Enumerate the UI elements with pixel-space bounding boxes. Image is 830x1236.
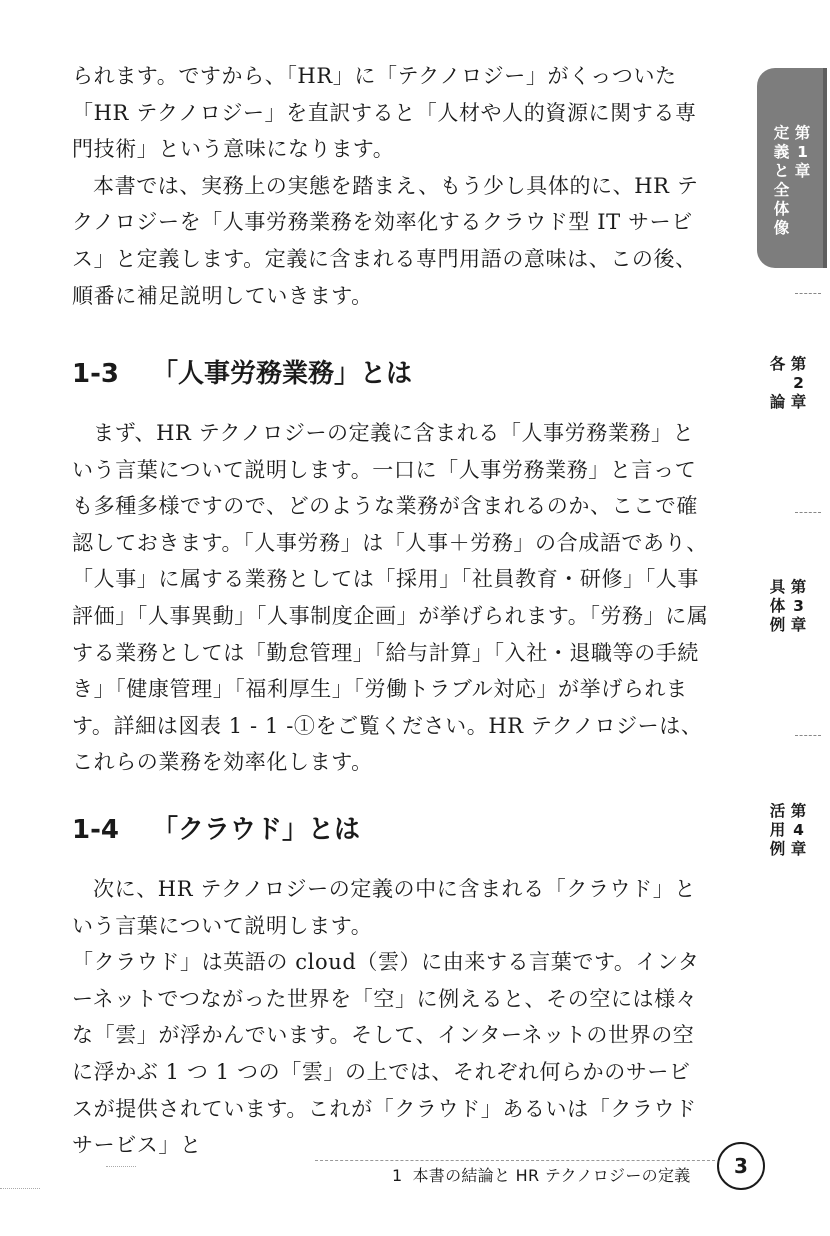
chapter-tab-3[interactable] — [755, 578, 821, 635]
paragraph: 「クラウド」は英語の cloud（雲）に由来する言葉です。インターネットでつながった世界を「空」に例えると、その空には様々な「雲」が浮かんでいます。そして、インターネットの世界の空に浮かぶ 1 つ 1 つの「雲」の上では、それぞれ何らかのサービスが提供されています。これが「クラウド」あるいは「クラウドサービス」と — [72, 950, 700, 1158]
paragraph: 次に、HR テクノロジーの定義の中に含まれる「クラウド」という言葉について説明します。 — [72, 877, 696, 938]
chapter-tab-1[interactable] — [757, 68, 827, 268]
scan-artifact — [106, 1166, 136, 1167]
chapter-tab-4[interactable] — [755, 802, 821, 859]
section-heading-1-4 — [72, 812, 360, 848]
chapter-label-col: 第 2 章 — [790, 355, 807, 411]
footer-chapter-number: 1 — [392, 1166, 403, 1185]
footer-chapter-title: 本書の結論と HR テクノロジーの定義 — [412, 1166, 691, 1185]
scan-artifact — [0, 1188, 40, 1189]
chapter-tab-2[interactable] — [755, 355, 821, 412]
chapter-label-col: 第 3 章 — [790, 578, 807, 634]
chapter-label-col: 第 4 章 — [790, 802, 807, 858]
paragraph-continued: られます。ですから、「HR」に「テクノロジー」がくっついた「HR テクノロジー」を直訳すると「人材や人的資源に関する専門技術」という意味になります。 — [72, 64, 697, 162]
footer-rule — [315, 1160, 715, 1161]
chapter-index-tabs — [755, 0, 830, 1236]
chapter-title-col: 活 用 例 — [769, 802, 786, 858]
paragraph: まず、HR テクノロジーの定義に含まれる「人事労務業務」という言葉について説明します。一口に「人事労務業務」と言っても多種多様ですので、どのような業務が含まれるのか、ここで確認しておきます。「人事労務」は「人事＋労務」の合成語であり、「人事」に属する業務としては「採用」「社員教育・研修」「人事評価」「人事異動」「人事制度企画」が挙げられます。「労務」に属する業務としては「勤怠管理」「給与計算」「入社・退職等の手続き」「健康管理」「福利厚生」「労働トラブル対応」が挙げられます。詳細は図表 1 - 1 -①をご覧ください。HR テクノロジーは、これらの業務を効率化します。 — [72, 421, 709, 775]
section-heading-1-3 — [72, 356, 412, 392]
tab-divider — [795, 735, 821, 736]
intro-text-block — [72, 58, 712, 314]
section-title: 「人事労務業務」とは — [152, 359, 413, 389]
page-number-badge: 3 — [717, 1142, 765, 1190]
chapter-title-col: 各 論 — [769, 355, 786, 411]
section-title: 「クラウド」とは — [152, 815, 361, 845]
chapter-label-col: 第 1 章 — [794, 124, 811, 180]
section-number: 1-4 — [72, 815, 119, 845]
tab-divider — [795, 293, 821, 294]
section-1-3-body — [72, 415, 712, 781]
tab-divider — [795, 512, 821, 513]
running-footer — [392, 1165, 691, 1187]
paragraph-definition: 本書では、実務上の実態を踏まえ、もう少し具体的に、HR テクノロジーを「人事労務業務を効率化するクラウド型 IT サービス」と定義します。定義に含まれる専門用語の意味は、この後、順番に補足説明していきます。 — [72, 173, 699, 308]
section-1-4-body — [72, 871, 712, 1164]
section-number: 1-3 — [72, 359, 119, 389]
chapter-title-col: 具 体 例 — [769, 578, 786, 634]
chapter-title-col: 定 義 と 全 体 像 — [773, 124, 790, 237]
